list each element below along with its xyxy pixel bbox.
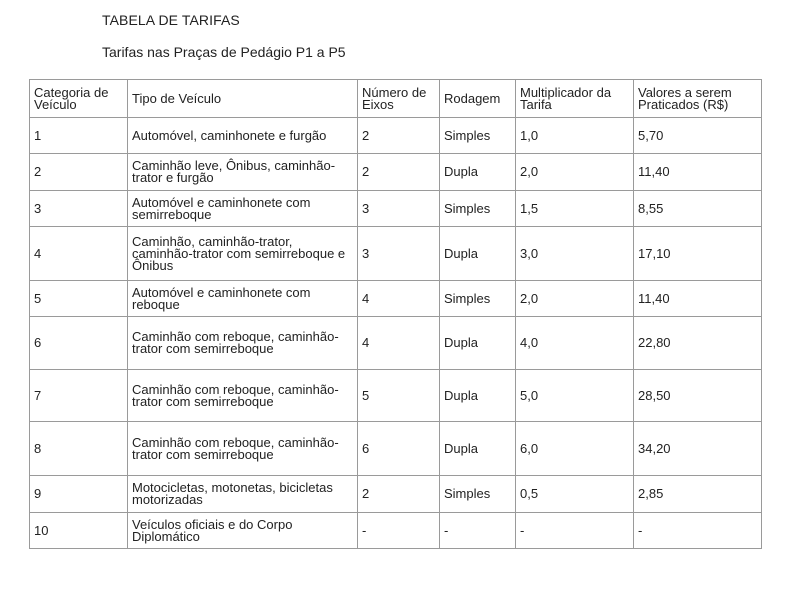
cell-categoria: 6	[30, 317, 128, 370]
cell-valor: 8,55	[634, 191, 762, 227]
cell-categoria: 8	[30, 422, 128, 476]
cell-eixos: 2	[358, 118, 440, 154]
cell-categoria: 9	[30, 476, 128, 513]
cell-eixos: 2	[358, 476, 440, 513]
header-categoria: Categoria de Veículo	[30, 80, 128, 118]
cell-rodagem: Simples	[440, 281, 516, 317]
header-valores: Valores a serem Praticados (R$)	[634, 80, 762, 118]
cell-multiplicador: 2,0	[516, 281, 634, 317]
cell-valor: -	[634, 513, 762, 549]
cell-tipo: Automóvel e caminhonete com semirreboque	[128, 191, 358, 227]
table-row	[30, 281, 762, 317]
cell-rodagem: Simples	[440, 191, 516, 227]
cell-valor: 2,85	[634, 476, 762, 513]
table-row	[30, 422, 762, 476]
cell-eixos: 4	[358, 281, 440, 317]
cell-tipo: Caminhão leve, Ônibus, caminhão-trator e furgão	[128, 154, 358, 191]
cell-categoria: 4	[30, 227, 128, 281]
table-row	[30, 513, 762, 549]
table-row	[30, 154, 762, 191]
cell-tipo: Caminhão com reboque, caminhão-trator com semirreboque	[128, 317, 358, 370]
cell-tipo: Caminhão com reboque, caminhão-trator com semirreboque	[128, 370, 358, 422]
cell-categoria: 1	[30, 118, 128, 154]
cell-eixos: 5	[358, 370, 440, 422]
cell-valor: 22,80	[634, 317, 762, 370]
cell-eixos: 2	[358, 154, 440, 191]
cell-tipo: Veículos oficiais e do Corpo Diplomático	[128, 513, 358, 549]
cell-multiplicador: 1,5	[516, 191, 634, 227]
cell-categoria: 10	[30, 513, 128, 549]
cell-tipo: Motocicletas, motonetas, bicicletas motorizadas	[128, 476, 358, 513]
cell-rodagem: Dupla	[440, 370, 516, 422]
cell-valor: 34,20	[634, 422, 762, 476]
cell-tipo: Automóvel e caminhonete com reboque	[128, 281, 358, 317]
cell-valor: 11,40	[634, 281, 762, 317]
cell-valor: 11,40	[634, 154, 762, 191]
cell-rodagem: Simples	[440, 476, 516, 513]
cell-valor: 17,10	[634, 227, 762, 281]
cell-multiplicador: -	[516, 513, 634, 549]
cell-categoria: 5	[30, 281, 128, 317]
cell-eixos: 6	[358, 422, 440, 476]
cell-rodagem: Dupla	[440, 317, 516, 370]
cell-tipo: Caminhão com reboque, caminhão-trator com semirreboque	[128, 422, 358, 476]
cell-eixos: 3	[358, 227, 440, 281]
table-row	[30, 370, 762, 422]
page-title: TABELA DE TARIFAS	[102, 12, 240, 28]
table-row	[30, 191, 762, 227]
header-tipo: Tipo de Veículo	[128, 80, 358, 118]
cell-categoria: 2	[30, 154, 128, 191]
table-row	[30, 476, 762, 513]
cell-multiplicador: 0,5	[516, 476, 634, 513]
table-row	[30, 118, 762, 154]
table-header-row	[30, 80, 762, 118]
cell-categoria: 7	[30, 370, 128, 422]
cell-rodagem: Dupla	[440, 422, 516, 476]
cell-multiplicador: 6,0	[516, 422, 634, 476]
table-row	[30, 227, 762, 281]
header-rodagem: Rodagem	[440, 80, 516, 118]
cell-rodagem: Dupla	[440, 227, 516, 281]
cell-valor: 28,50	[634, 370, 762, 422]
cell-tipo: Automóvel, caminhonete e furgão	[128, 118, 358, 154]
cell-eixos: 3	[358, 191, 440, 227]
tariff-table	[29, 79, 762, 549]
cell-tipo: Caminhão, caminhão-trator, caminhão-trator com semirreboque e Ônibus	[128, 227, 358, 281]
cell-multiplicador: 5,0	[516, 370, 634, 422]
table-row	[30, 317, 762, 370]
cell-multiplicador: 1,0	[516, 118, 634, 154]
header-eixos: Número de Eixos	[358, 80, 440, 118]
cell-eixos: -	[358, 513, 440, 549]
header-multiplicador: Multiplicador da Tarifa	[516, 80, 634, 118]
page-subtitle: Tarifas nas Praças de Pedágio P1 a P5	[102, 44, 346, 60]
cell-eixos: 4	[358, 317, 440, 370]
cell-multiplicador: 3,0	[516, 227, 634, 281]
cell-multiplicador: 4,0	[516, 317, 634, 370]
cell-rodagem: -	[440, 513, 516, 549]
cell-rodagem: Simples	[440, 118, 516, 154]
cell-rodagem: Dupla	[440, 154, 516, 191]
cell-valor: 5,70	[634, 118, 762, 154]
cell-categoria: 3	[30, 191, 128, 227]
cell-multiplicador: 2,0	[516, 154, 634, 191]
